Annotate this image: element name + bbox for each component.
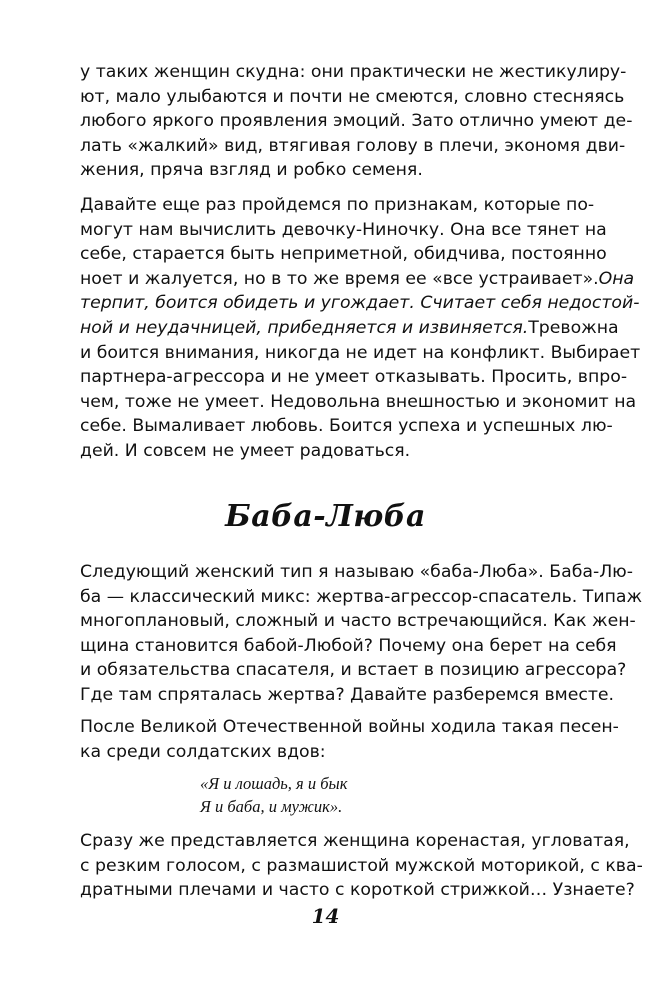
poem-quote: [200, 772, 347, 818]
italic-segment: Она: [598, 268, 635, 289]
paragraph-ninochka-traits: [80, 193, 641, 464]
text-line: себе, старается быть неприметной, обидчива, постоянно: [80, 244, 607, 265]
text-line: любого яркого проявления эмоций. Зато отлично умеют де-: [80, 111, 633, 132]
paragraph-description: [80, 829, 643, 903]
text-segment: ноет и жалуется, но в то же время ее «все устраивает».: [80, 268, 599, 289]
section-heading: Баба-Люба: [225, 499, 426, 534]
text-line: могут нам вычислить девочку-Ниночку. Она все тянет на: [80, 219, 607, 240]
text-line: себе. Вымаливает любовь. Боится успеха и успешных лю-: [80, 416, 613, 437]
text-line: Сразу же представляется женщина коренастая, угловатая,: [80, 831, 630, 851]
text-line: [80, 267, 635, 292]
text-line: ют, мало улыбаются и почти не смеются, словно стесняясь: [80, 86, 625, 107]
paragraph-song-intro: [80, 715, 619, 764]
text-line: партнера-агрессора и не умеет отказывать. Просить, впро-: [80, 367, 628, 388]
text-line: Следующий женский тип я называю «баба-Люба». Баба-Лю-: [80, 562, 633, 582]
text-line: чем, тоже не умеет. Недовольна внешностью и экономит на: [80, 391, 637, 412]
text-line: лать «жалкий» вид, втягивая голову в плечи, экономя дви-: [80, 135, 626, 156]
italic-segment: ной и неудачницей, прибедняется и извиняется.: [80, 317, 529, 338]
text-line: и обязательства спасателя, и встает в позицию агрессора?: [80, 660, 627, 681]
italic-line: терпит, боится обидеть и угождает. Считает себя недостой-: [80, 293, 640, 314]
poem-line: «Я и лошадь, я и бык: [200, 774, 348, 793]
text-line: После Великой Отечественной войны ходила такая песен-: [80, 717, 619, 737]
paragraph-intro: [80, 60, 633, 183]
text-line: многоплановый, сложный и часто встречающийся. Как жен-: [80, 611, 636, 632]
text-line: Где там спряталась жертва? Давайте разберемся вместе.: [80, 684, 615, 705]
text-line: [80, 316, 619, 341]
text-line: и боится внимания, никогда не идет на конфликт. Выбирает: [80, 342, 641, 363]
text-line: щина становится бабой-Любой? Почему она берет на себя: [80, 635, 617, 656]
paragraph-baba-lyuba-intro: [80, 560, 643, 708]
text-line: дратными плечами и часто с короткой стрижкой… Узнаете?: [80, 880, 635, 901]
text-line: у таких женщин скудна: они практически не жестикулиру-: [80, 62, 627, 82]
poem-line: Я и баба, и мужик».: [200, 797, 343, 816]
text-segment: Тревожна: [528, 317, 619, 338]
text-line: с резким голосом, с размашистой мужской моторикой, с ква-: [80, 855, 643, 876]
text-line: ка среди солдатских вдов:: [80, 741, 326, 762]
text-line: ба — классический микс: жертва-агрессор-спасатель. Типаж: [80, 586, 643, 607]
text-line: дей. И совсем не умеет радоваться.: [80, 440, 411, 461]
page-number: 14: [311, 904, 340, 928]
text-line: жения, пряча взгляд и робко семеня.: [80, 160, 423, 181]
text-line: Давайте еще раз пройдемся по признакам, которые по-: [80, 195, 595, 215]
